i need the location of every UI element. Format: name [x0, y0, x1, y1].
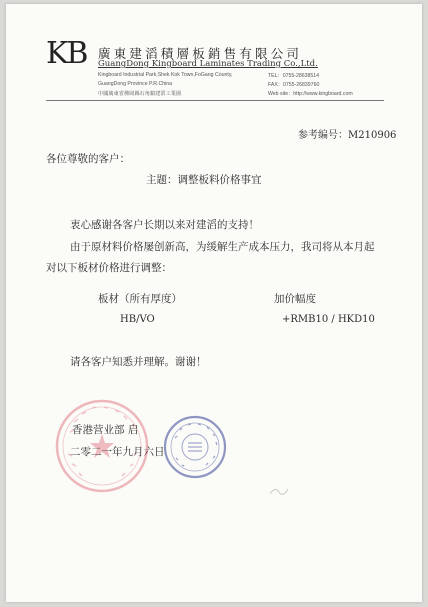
- table-cell-material: HB/VO: [120, 314, 155, 325]
- subject-line: 主题：调整板料价格事宜: [146, 174, 262, 186]
- address-line-1: Kingboard Industrial Park,Shek Kok Town,FoGang County,: [98, 72, 233, 78]
- reference-number: 参考编号：M210906: [298, 130, 397, 141]
- issuing-department: 香港营业部 启: [72, 424, 139, 436]
- website: Web site：http://www.kingboard.com: [268, 91, 353, 97]
- paragraph-thanks: 衷心感谢各客户长期以来对建滔的支持！: [70, 219, 259, 231]
- letterhead-divider: [46, 100, 384, 101]
- paper-mark: [268, 482, 292, 500]
- fax: FAX：0755-26839760: [268, 82, 320, 88]
- table-cell-increase: +RMB10 / HKD10: [282, 314, 375, 325]
- blue-approval-chop: [162, 414, 228, 480]
- greeting: 各位尊敬的客户：: [46, 153, 130, 165]
- letter-page: [6, 4, 422, 602]
- closing-line: 请各客户知悉并理解。谢谢！: [70, 356, 207, 368]
- company-name-chinese: 廣東建滔積層板銷售有限公司: [98, 46, 303, 61]
- telephone: TEL：0755-28638514: [268, 73, 320, 79]
- company-name-english: GuangDong Kingboard Laminates Trading Co.,Ltd.: [98, 59, 318, 69]
- address-line-3: 中國廣東省佛岡縣石角鎮建滔工業園: [98, 91, 182, 97]
- paragraph-reason-line1: 由于原材料价格屡创新高，为缓解生产成本压力，我司将从本月起: [70, 241, 375, 253]
- paragraph-reason-line2: 对以下板材价格进行调整：: [46, 262, 172, 274]
- table-header-material: 板材（所有厚度）: [98, 293, 182, 305]
- company-logo: KB: [46, 36, 87, 71]
- issue-date: 二零二一年九月六日: [70, 446, 165, 458]
- address-line-2: GuangDong Province P.R.China: [98, 81, 173, 87]
- table-header-increase: 加价幅度: [274, 293, 316, 305]
